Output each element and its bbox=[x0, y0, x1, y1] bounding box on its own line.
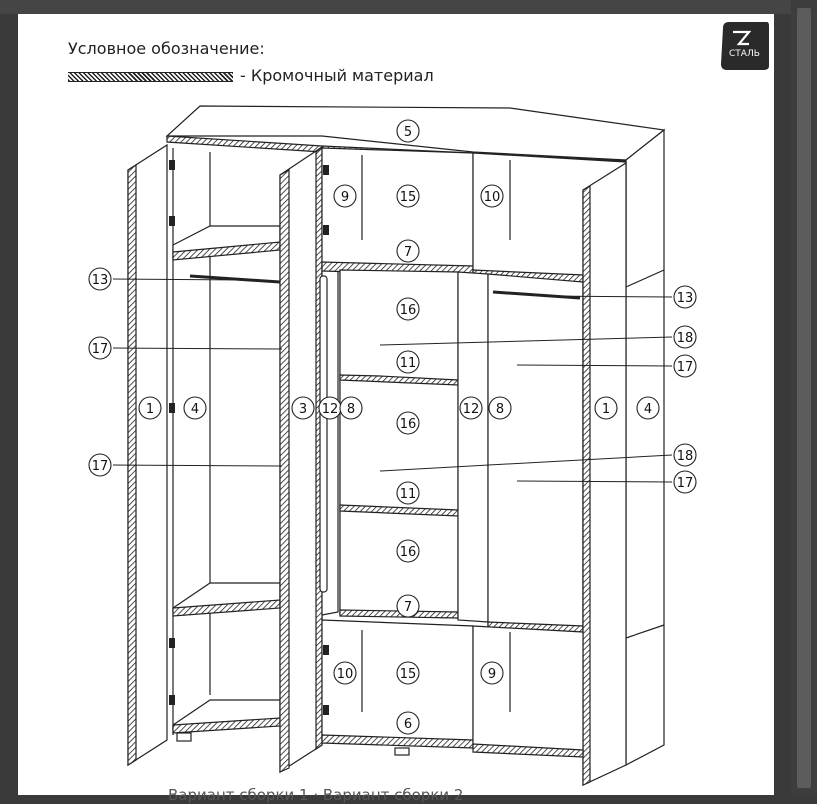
right-hanging-compartment bbox=[488, 274, 583, 630]
bottom-caption-cut: Вариант сборки 1 · Вариант сборки 2 bbox=[168, 786, 464, 804]
legend-edge-material-label: - Кромочный материал bbox=[240, 66, 434, 85]
callout-6: 6 bbox=[403, 717, 413, 732]
callout-13-left: 13 bbox=[91, 273, 109, 288]
logo-text: СТАЛЬ bbox=[729, 49, 760, 59]
hinge-icon bbox=[323, 165, 329, 175]
callout-17-left-a: 17 bbox=[91, 342, 109, 357]
callout-12-right: 12 bbox=[462, 402, 480, 417]
callout-3: 3 bbox=[298, 402, 308, 417]
callout-1-right: 1 bbox=[601, 402, 611, 417]
callout-5: 5 bbox=[403, 125, 413, 140]
callout-18-b: 18 bbox=[676, 449, 694, 464]
callout-1-left: 1 bbox=[145, 402, 155, 417]
callout-17-left-b: 17 bbox=[91, 459, 109, 474]
legend-title: Условное обозначение: bbox=[68, 39, 265, 58]
right-side-panel bbox=[626, 130, 664, 765]
callout-16-a: 16 bbox=[399, 303, 417, 318]
callout-17-right-b: 17 bbox=[676, 476, 694, 491]
hinge-icon bbox=[323, 705, 329, 715]
callout-8-left: 8 bbox=[346, 402, 356, 417]
lower-right-box bbox=[473, 626, 583, 755]
hinge-icon bbox=[169, 216, 175, 226]
callout-17-right-a: 17 bbox=[676, 360, 694, 375]
callout-12-left: 12 bbox=[321, 402, 339, 417]
callout-10-lower: 10 bbox=[336, 667, 354, 682]
callout-11-a: 11 bbox=[399, 356, 417, 371]
callout-8-right: 8 bbox=[495, 402, 505, 417]
callout-16-c: 16 bbox=[399, 545, 417, 560]
hinge-icon bbox=[169, 403, 175, 413]
callout-4-left: 4 bbox=[190, 402, 200, 417]
callout-7-upper: 7 bbox=[403, 245, 413, 260]
callout-15-lower: 15 bbox=[399, 667, 417, 682]
hinge-icon bbox=[323, 645, 329, 655]
right-divider-12 bbox=[458, 272, 488, 622]
hinge-icon bbox=[169, 638, 175, 648]
callout-10-upper: 10 bbox=[483, 190, 501, 205]
callout-18-a: 18 bbox=[676, 331, 694, 346]
callout-11-b: 11 bbox=[399, 487, 417, 502]
hinge-icon bbox=[323, 225, 329, 235]
hinge-icon bbox=[169, 695, 175, 705]
hinge-icon bbox=[169, 160, 175, 170]
callout-16-b: 16 bbox=[399, 417, 417, 432]
callout-4-right: 4 bbox=[643, 402, 653, 417]
callout-13-right: 13 bbox=[676, 291, 694, 306]
callout-9-upper: 9 bbox=[340, 190, 350, 205]
callout-9-lower: 9 bbox=[487, 667, 497, 682]
center-shelf-column bbox=[340, 270, 458, 618]
callout-7-lower: 7 bbox=[403, 600, 413, 615]
callout-15-upper: 15 bbox=[399, 190, 417, 205]
